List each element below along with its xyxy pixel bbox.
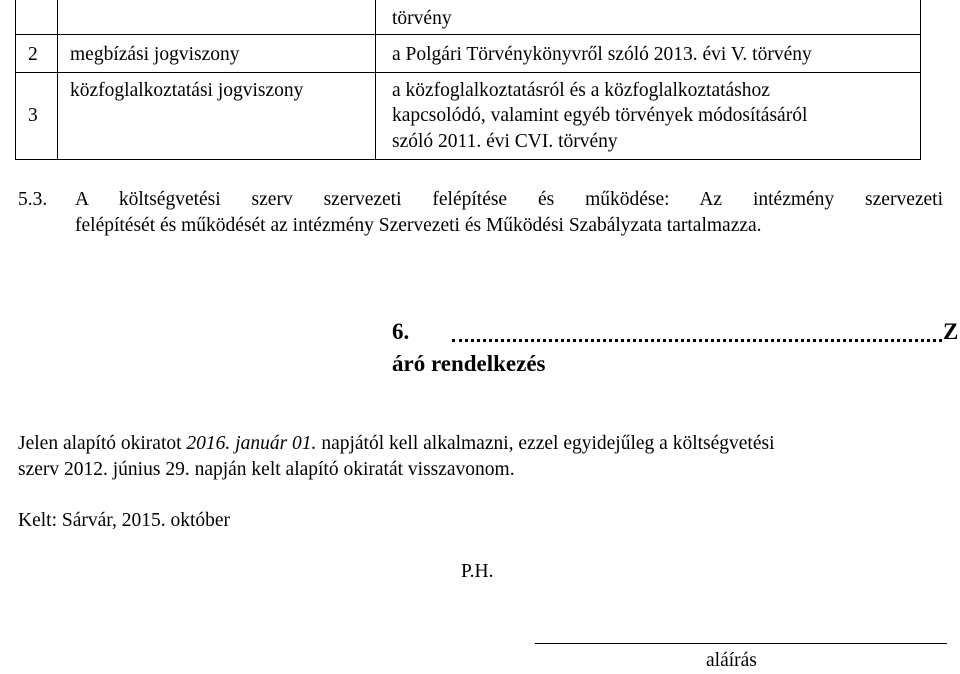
law-text: a Polgári Törvénykönyvről szóló 2013. évi V. törvény xyxy=(392,44,812,65)
law-text: szóló 2011. évi CVI. törvény xyxy=(392,131,618,152)
legal-relationship-table xyxy=(0,0,960,160)
closing-line: szerv 2012. június 29. napján kelt alapító okiratát visszavonom. xyxy=(18,459,515,480)
table-border-col2 xyxy=(375,0,376,160)
section-number: 5.3. xyxy=(18,189,48,210)
closing-line xyxy=(18,431,775,457)
stamp-label: P.H. xyxy=(461,561,494,582)
section-number: 6. xyxy=(392,319,410,344)
table-border-right xyxy=(920,0,921,160)
signature-line xyxy=(535,643,947,644)
law-text: a közfoglalkoztatásról és a közfoglalkoztatáshoz xyxy=(392,80,770,101)
signature-label: aláírás xyxy=(706,650,757,671)
closing-text: napjától kell alkalmazni, ezzel egyidejűleg a költségvetési xyxy=(316,433,775,454)
relationship-type: megbízási jogviszony xyxy=(70,44,240,65)
effective-date: 2016. január 01. xyxy=(186,433,317,454)
relationship-type: közfoglalkoztatási jogviszony xyxy=(70,80,304,101)
closing-text: Jelen alapító okiratot xyxy=(18,433,187,454)
section-title-start: Z xyxy=(943,319,959,344)
table-row-divider xyxy=(15,72,921,73)
table-bottom-border xyxy=(15,159,921,160)
place-date: Kelt: Sárvár, 2015. október xyxy=(18,510,231,531)
table-row-divider xyxy=(15,34,921,35)
toc-leader-dots xyxy=(452,339,942,342)
law-text: kapcsolódó, valamint egyéb törvények módosításáról xyxy=(392,105,808,126)
law-text: törvény xyxy=(392,8,452,29)
row-number: 3 xyxy=(28,105,38,126)
section-body-line: felépítését és működését az intézmény Szervezeti és Működési Szabályzata tartalmazza. xyxy=(75,215,762,236)
table-border-col1 xyxy=(57,0,58,160)
section-title: áró rendelkezés xyxy=(392,351,546,376)
section-body-line: A költségvetési szerv szervezeti felépítése és működése: Az intézmény szervezeti xyxy=(75,189,943,210)
table-border-left xyxy=(15,0,16,160)
table-row xyxy=(392,6,452,31)
row-number: 2 xyxy=(28,44,38,65)
